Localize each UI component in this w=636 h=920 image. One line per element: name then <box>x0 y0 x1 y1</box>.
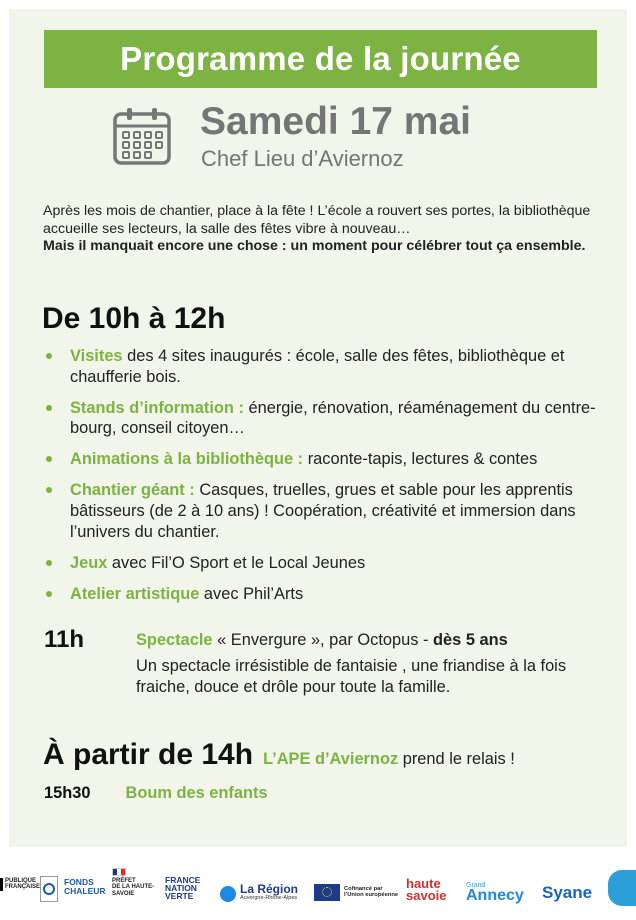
partner-logo-edge <box>608 870 636 906</box>
intro-bold: Mais il manquait encore une chose : un moment pour célébrer tout ça ensemble. <box>43 238 586 255</box>
bullet-icon <box>46 353 52 359</box>
list-item <box>42 398 622 439</box>
item-text: énergie, rénovation, réaménagement du centre-bourg, conseil citoyen… <box>70 398 596 438</box>
show-block <box>136 630 616 699</box>
intro-paragraph <box>43 203 603 256</box>
event-place: Chef Lieu d’Aviernoz <box>201 146 404 171</box>
haute-savoie-logo: haute savoie <box>406 876 447 903</box>
afternoon-rest: prend le relais ! <box>398 750 515 768</box>
bullet-icon <box>46 560 52 566</box>
region-logo <box>240 883 298 901</box>
fonds-chaleur-logo: FONDS CHALEUR <box>64 877 106 896</box>
bullet-icon <box>46 487 52 493</box>
item-text: avec Phil’Arts <box>199 584 304 603</box>
morning-heading: De 10h à 12h <box>42 302 226 335</box>
item-highlight: Jeux <box>70 553 108 572</box>
boum-line <box>44 784 268 803</box>
sponsor-logos <box>0 862 636 920</box>
show-description: Un spectacle irrésistible de fantaisie , une friandise à la fois fraiche, douce et drôle pour toute la famille. <box>136 656 567 696</box>
calendar-icon <box>112 106 172 166</box>
bullet-icon <box>46 456 52 462</box>
syane-logo: Syane <box>542 883 593 902</box>
region-icon <box>220 886 236 902</box>
show-age: dès 5 ans <box>433 631 508 649</box>
intro-text: Après les mois de chantier, place à la fête ! L’école a rouvert ses portes, la bibliothèque accueille ses lecteurs, la salle des fêtes vibre à nouveau… <box>43 203 591 237</box>
item-highlight: Chantier géant : <box>70 481 195 500</box>
show-title: Spectacle <box>136 631 213 649</box>
prefet-text: PRÉFET DE LA HAUTE- SAVOIE <box>112 878 155 897</box>
item-highlight: Animations à la bibliothèque : <box>70 450 304 469</box>
france-nation-verte-logo: FRANCE NATION VERTE <box>165 875 201 902</box>
list-item <box>42 346 622 387</box>
ademe-icon <box>43 883 55 895</box>
republique-logo: PUBLIQUE FRANÇAISE <box>0 878 34 891</box>
item-text: avec Fil’O Sport et le Local Jeunes <box>107 553 366 572</box>
annecy-text: Annecy <box>466 887 524 905</box>
list-item <box>42 449 622 470</box>
region-text: La Région <box>240 882 299 896</box>
item-highlight: Stands d’information : <box>70 398 244 417</box>
ape-name: L’APE d’Aviernoz <box>263 750 399 768</box>
boum-time: 15h30 <box>44 784 91 802</box>
bullet-icon <box>46 591 52 597</box>
bullet-icon <box>46 405 52 411</box>
item-highlight: Atelier artistique <box>70 584 200 603</box>
afternoon-line <box>43 738 515 772</box>
eu-flag-icon <box>314 884 340 901</box>
item-text: Casques, truelles, grues et sable pour les apprentis bâtisseurs (de 2 à 10 ans) ! Coopération, créativité et immersion dans l’univers du chantier. <box>70 481 576 541</box>
prefet-logo <box>112 868 154 897</box>
show-time: 11h <box>44 626 85 653</box>
boum-title: Boum des enfants <box>125 784 268 802</box>
flag-icon <box>112 868 126 876</box>
event-date: Samedi 17 mai <box>200 100 471 143</box>
list-item <box>42 584 622 605</box>
title-banner <box>44 30 597 88</box>
grand-prefix: Grand <box>466 882 486 889</box>
eu-stars <box>322 887 332 897</box>
item-text: raconte-tapis, lectures & contes <box>303 450 538 469</box>
item-highlight: Visites <box>70 347 123 365</box>
show-name: « Envergure », par Octopus - <box>212 631 434 649</box>
ademe-logo <box>40 876 58 902</box>
page-title: Programme de la journée <box>120 40 521 77</box>
region-sub: Auvergne-Rhône-Alpes <box>240 894 298 901</box>
morning-activities <box>42 346 622 615</box>
list-item <box>42 480 622 542</box>
grand-annecy-logo <box>466 882 524 904</box>
item-text: des 4 sites inaugurés : école, salle des fêtes, bibliothèque et chaufferie bois. <box>70 347 565 386</box>
list-item <box>42 553 622 574</box>
afternoon-heading: À partir de 14h <box>43 738 254 771</box>
eu-text: Cofinancé par l’Union européenne <box>344 886 399 899</box>
